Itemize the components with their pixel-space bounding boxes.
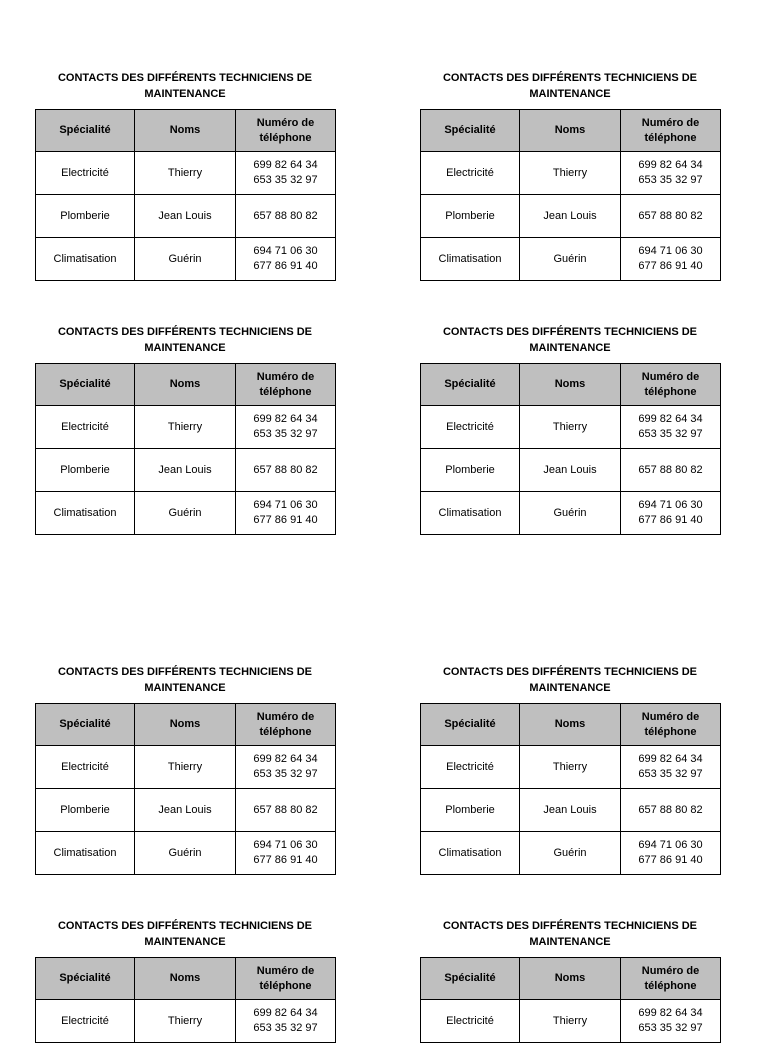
contacts-table [35, 363, 336, 535]
block-title-line-1: CONTACTS DES DIFFÉRENTS TECHNICIENS DE [442, 72, 698, 84]
cell-nom: Thierry [520, 152, 621, 195]
cell-specialite: Electricité [36, 1000, 135, 1043]
contacts-table [35, 957, 336, 1043]
header-specialite: Spécialité [421, 110, 520, 152]
contacts-table [35, 109, 336, 281]
phone-number: 694 71 06 30 [638, 245, 703, 257]
header-telephone [236, 958, 336, 1000]
header-telephone-line-1: Numéro de [256, 370, 315, 383]
header-specialite: Spécialité [421, 364, 520, 406]
contact-block [420, 664, 720, 875]
phone-number: 657 88 80 82 [638, 463, 703, 476]
header-row [36, 110, 336, 152]
header-row [421, 958, 721, 1000]
block-title-line-1: CONTACTS DES DIFFÉRENTS TECHNICIENS DE [442, 920, 698, 932]
contact-block [35, 918, 335, 1043]
header-telephone-line-2: téléphone [259, 979, 312, 992]
cell-telephone [621, 746, 721, 789]
header-row [36, 364, 336, 406]
table-row [36, 152, 336, 195]
cell-telephone [621, 195, 721, 238]
header-telephone [236, 364, 336, 406]
cell-specialite: Climatisation [421, 832, 520, 875]
block-title [420, 918, 720, 950]
block-title-line-2: MAINTENANCE [529, 682, 611, 694]
cell-specialite: Electricité [36, 746, 135, 789]
phone-number: 694 71 06 30 [638, 839, 703, 851]
phone-number: 694 71 06 30 [253, 839, 318, 851]
header-telephone [236, 110, 336, 152]
table-row [36, 832, 336, 875]
cell-telephone [236, 449, 336, 492]
header-row [36, 958, 336, 1000]
header-telephone-line-1: Numéro de [641, 964, 700, 977]
block-title-line-2: MAINTENANCE [144, 342, 226, 354]
phone-number: 653 35 32 97 [253, 428, 318, 440]
contacts-table [420, 957, 721, 1043]
cell-specialite: Electricité [36, 152, 135, 195]
header-telephone-line-1: Numéro de [641, 116, 700, 129]
header-noms: Noms [520, 958, 621, 1000]
phone-number: 699 82 64 34 [253, 159, 318, 171]
header-telephone-line-1: Numéro de [641, 710, 700, 723]
cell-telephone [236, 492, 336, 535]
cell-specialite: Plomberie [421, 449, 520, 492]
block-title [35, 918, 335, 950]
table-row [421, 492, 721, 535]
phone-number: 699 82 64 34 [253, 413, 318, 425]
header-specialite: Spécialité [421, 704, 520, 746]
phone-number: 677 86 91 40 [638, 854, 703, 866]
header-telephone [621, 958, 721, 1000]
block-title-line-2: MAINTENANCE [144, 936, 226, 948]
block-title [35, 324, 335, 356]
header-telephone [621, 110, 721, 152]
phone-number: 653 35 32 97 [253, 174, 318, 186]
table-row [421, 449, 721, 492]
header-telephone-line-2: téléphone [259, 131, 312, 144]
phone-number: 657 88 80 82 [253, 209, 318, 222]
table-row [421, 406, 721, 449]
cell-nom: Thierry [520, 406, 621, 449]
phone-number: 677 86 91 40 [638, 514, 703, 526]
contacts-table [420, 363, 721, 535]
phone-number: 677 86 91 40 [253, 854, 318, 866]
contacts-table [420, 703, 721, 875]
header-row [421, 364, 721, 406]
cell-telephone [236, 1000, 336, 1043]
header-telephone [621, 364, 721, 406]
cell-nom: Jean Louis [135, 789, 236, 832]
contact-block [35, 70, 335, 281]
header-specialite: Spécialité [36, 704, 135, 746]
contact-block [35, 664, 335, 875]
table-row [36, 406, 336, 449]
cell-telephone [621, 1000, 721, 1043]
table-row [421, 152, 721, 195]
cell-telephone [236, 195, 336, 238]
cell-telephone [621, 789, 721, 832]
cell-nom: Thierry [520, 1000, 621, 1043]
cell-telephone [236, 406, 336, 449]
cell-specialite: Electricité [421, 152, 520, 195]
block-title-line-1: CONTACTS DES DIFFÉRENTS TECHNICIENS DE [57, 326, 313, 338]
block-title [35, 664, 335, 696]
contacts-table [35, 703, 336, 875]
header-telephone-line-2: téléphone [644, 725, 697, 738]
cell-nom: Guérin [135, 238, 236, 281]
cell-telephone [621, 238, 721, 281]
block-title-line-1: CONTACTS DES DIFFÉRENTS TECHNICIENS DE [57, 72, 313, 84]
header-noms: Noms [135, 110, 236, 152]
cell-nom: Guérin [520, 832, 621, 875]
cell-nom: Guérin [520, 492, 621, 535]
cell-telephone [621, 449, 721, 492]
header-telephone-line-1: Numéro de [641, 370, 700, 383]
header-telephone-line-2: téléphone [644, 131, 697, 144]
phone-number: 694 71 06 30 [253, 245, 318, 257]
cell-telephone [621, 406, 721, 449]
cell-nom: Jean Louis [520, 789, 621, 832]
phone-number: 653 35 32 97 [638, 428, 703, 440]
header-telephone-line-2: téléphone [259, 385, 312, 398]
header-telephone-line-2: téléphone [259, 725, 312, 738]
header-telephone-line-1: Numéro de [256, 710, 315, 723]
header-telephone-line-1: Numéro de [256, 116, 315, 129]
table-row [421, 1000, 721, 1043]
table-row [421, 238, 721, 281]
cell-specialite: Plomberie [36, 449, 135, 492]
table-row [36, 492, 336, 535]
header-noms: Noms [520, 704, 621, 746]
cell-nom: Thierry [135, 1000, 236, 1043]
header-telephone [621, 704, 721, 746]
block-title-line-2: MAINTENANCE [529, 88, 611, 100]
cell-nom: Thierry [135, 746, 236, 789]
contact-block [35, 324, 335, 535]
table-row [36, 238, 336, 281]
cell-specialite: Climatisation [421, 238, 520, 281]
header-telephone-line-1: Numéro de [256, 964, 315, 977]
phone-number: 653 35 32 97 [638, 1022, 703, 1034]
cell-nom: Jean Louis [520, 449, 621, 492]
phone-number: 653 35 32 97 [253, 768, 318, 780]
header-row [36, 704, 336, 746]
phone-number: 677 86 91 40 [638, 260, 703, 272]
phone-number: 699 82 64 34 [253, 753, 318, 765]
block-title-line-1: CONTACTS DES DIFFÉRENTS TECHNICIENS DE [442, 666, 698, 678]
cell-telephone [621, 832, 721, 875]
cell-telephone [236, 238, 336, 281]
header-noms: Noms [135, 704, 236, 746]
header-specialite: Spécialité [421, 958, 520, 1000]
table-row [36, 746, 336, 789]
cell-nom: Thierry [135, 406, 236, 449]
header-noms: Noms [135, 364, 236, 406]
phone-number: 657 88 80 82 [253, 463, 318, 476]
header-noms: Noms [520, 110, 621, 152]
table-row [36, 1000, 336, 1043]
cell-specialite: Electricité [421, 406, 520, 449]
block-title-line-2: MAINTENANCE [144, 682, 226, 694]
block-title-line-1: CONTACTS DES DIFFÉRENTS TECHNICIENS DE [57, 666, 313, 678]
phone-number: 699 82 64 34 [638, 1007, 703, 1019]
cell-specialite: Electricité [36, 406, 135, 449]
cell-nom: Thierry [135, 152, 236, 195]
cell-nom: Guérin [520, 238, 621, 281]
phone-number: 657 88 80 82 [638, 803, 703, 816]
table-row [421, 195, 721, 238]
cell-specialite: Climatisation [421, 492, 520, 535]
phone-number: 699 82 64 34 [638, 159, 703, 171]
header-specialite: Spécialité [36, 110, 135, 152]
cell-specialite: Climatisation [36, 492, 135, 535]
cell-specialite: Electricité [421, 1000, 520, 1043]
cell-specialite: Plomberie [421, 789, 520, 832]
header-specialite: Spécialité [36, 958, 135, 1000]
cell-nom: Jean Louis [135, 449, 236, 492]
table-row [421, 832, 721, 875]
cell-specialite: Climatisation [36, 238, 135, 281]
cell-telephone [236, 152, 336, 195]
cell-telephone [236, 746, 336, 789]
block-title [420, 70, 720, 102]
cell-nom: Jean Louis [135, 195, 236, 238]
phone-number: 657 88 80 82 [253, 803, 318, 816]
phone-number: 677 86 91 40 [253, 260, 318, 272]
contacts-table [420, 109, 721, 281]
cell-nom: Jean Louis [520, 195, 621, 238]
cell-specialite: Climatisation [36, 832, 135, 875]
block-title [35, 70, 335, 102]
header-noms: Noms [135, 958, 236, 1000]
header-telephone-line-2: téléphone [644, 385, 697, 398]
phone-number: 694 71 06 30 [253, 499, 318, 511]
cell-specialite: Electricité [421, 746, 520, 789]
table-row [36, 449, 336, 492]
cell-specialite: Plomberie [421, 195, 520, 238]
block-title [420, 664, 720, 696]
cell-nom: Thierry [520, 746, 621, 789]
block-title-line-2: MAINTENANCE [529, 342, 611, 354]
phone-number: 653 35 32 97 [638, 768, 703, 780]
cell-telephone [621, 492, 721, 535]
table-row [36, 195, 336, 238]
phone-number: 677 86 91 40 [253, 514, 318, 526]
header-telephone [236, 704, 336, 746]
cell-specialite: Plomberie [36, 195, 135, 238]
table-row [421, 789, 721, 832]
block-title [420, 324, 720, 356]
block-title-line-2: MAINTENANCE [144, 88, 226, 100]
phone-number: 699 82 64 34 [638, 753, 703, 765]
phone-number: 657 88 80 82 [638, 209, 703, 222]
phone-number: 653 35 32 97 [253, 1022, 318, 1034]
phone-number: 699 82 64 34 [638, 413, 703, 425]
phone-number: 694 71 06 30 [638, 499, 703, 511]
block-title-line-1: CONTACTS DES DIFFÉRENTS TECHNICIENS DE [57, 920, 313, 932]
phone-number: 699 82 64 34 [253, 1007, 318, 1019]
contact-block [420, 324, 720, 535]
cell-nom: Guérin [135, 832, 236, 875]
phone-number: 653 35 32 97 [638, 174, 703, 186]
cell-telephone [236, 832, 336, 875]
header-telephone-line-2: téléphone [644, 979, 697, 992]
table-row [421, 746, 721, 789]
table-row [36, 789, 336, 832]
header-row [421, 110, 721, 152]
cell-nom: Guérin [135, 492, 236, 535]
contact-block [420, 918, 720, 1043]
header-noms: Noms [520, 364, 621, 406]
cell-specialite: Plomberie [36, 789, 135, 832]
cell-telephone [621, 152, 721, 195]
header-row [421, 704, 721, 746]
header-specialite: Spécialité [36, 364, 135, 406]
contact-block [420, 70, 720, 281]
cell-telephone [236, 789, 336, 832]
block-title-line-1: CONTACTS DES DIFFÉRENTS TECHNICIENS DE [442, 326, 698, 338]
block-title-line-2: MAINTENANCE [529, 936, 611, 948]
